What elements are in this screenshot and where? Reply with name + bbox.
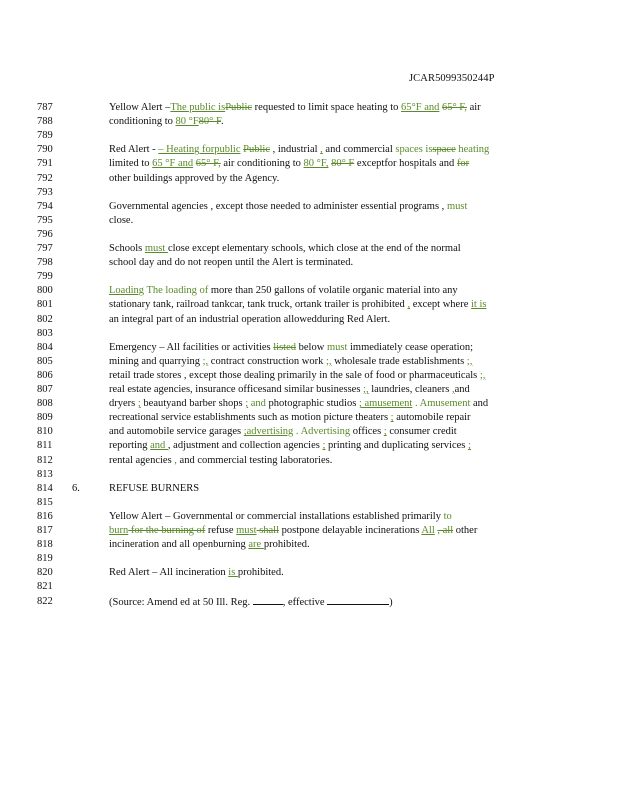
line-number: 820 [37, 567, 53, 579]
section-number: 6. [72, 482, 80, 494]
text-run: below [296, 341, 327, 353]
inserted-text: 65 °F and [152, 158, 194, 170]
inserted-text: public [214, 144, 241, 156]
line-text [109, 341, 473, 355]
line-number: 800 [37, 285, 53, 297]
text-line [0, 313, 618, 327]
inserted-text: and [150, 440, 168, 452]
line-number: 801 [37, 299, 53, 311]
text-line [0, 468, 618, 482]
text-run: photographic studios [265, 398, 359, 410]
fill-in-blank [253, 595, 283, 605]
line-number: 795 [37, 214, 53, 226]
text-run: Emergency – All facilities or activities [109, 341, 274, 353]
line-number: 818 [37, 539, 53, 551]
text-run: Schools [109, 243, 145, 254]
inserted-text: burn [109, 525, 129, 536]
deleted-text: Public [243, 144, 270, 156]
line-number: 813 [37, 468, 53, 480]
fill-in-blank [327, 595, 389, 605]
text-line [0, 580, 618, 594]
inserted-text: Loading [109, 285, 144, 297]
line-number: 809 [37, 412, 53, 424]
inserted-text: heating [458, 144, 490, 156]
deleted-text: 65° F, [441, 102, 467, 113]
text-run: air [466, 102, 481, 113]
inserted-text: ;, [202, 355, 209, 367]
text-run: other buildings approved by the Agency. [109, 172, 280, 184]
text-run: real estate agencies, insurance officesand similar businesses [109, 384, 364, 395]
text-line [0, 425, 618, 439]
inserted-text: spaces is [395, 144, 433, 156]
text-run: automobile repair [393, 412, 471, 424]
line-text [109, 242, 461, 256]
text-line [0, 439, 618, 453]
text-run: , effective [282, 596, 328, 608]
line-text [109, 157, 469, 171]
text-run: limited to [109, 158, 153, 170]
deleted-text: for [456, 158, 470, 170]
inserted-text: it is [471, 299, 487, 311]
text-run: . [221, 116, 224, 128]
text-run: conditioning to [109, 116, 176, 128]
text-run: requested to limit space heating to [252, 102, 402, 113]
text-run: Yellow Alert – Governmental or commercial installations established primarily [109, 510, 444, 522]
text-run: school day and do not reopen until the Alert is terminated. [109, 257, 354, 269]
deleted-text: listed [273, 341, 297, 353]
text-line [0, 510, 618, 524]
text-run: offices [350, 426, 384, 438]
text-line [0, 552, 618, 566]
inserted-text: must [144, 243, 168, 254]
inserted-text: ; [137, 398, 141, 410]
text-line [0, 538, 618, 552]
inserted-text: amusement [361, 398, 413, 410]
inserted-text: – Heating for [158, 144, 215, 156]
inserted-text: , [174, 454, 177, 466]
text-run: recreational service establishments such as motion picture theaters [109, 412, 391, 424]
line-text [109, 355, 472, 369]
text-line [0, 355, 618, 369]
text-run: and [454, 384, 470, 395]
text-run: mining and quarrying [109, 355, 203, 367]
line-text [109, 425, 457, 439]
line-number: 797 [37, 243, 53, 254]
deleted-text: 80° F [331, 158, 355, 170]
text-run: stationary tank, railroad tankcar, tank truck, ortank trailer is prohibited [109, 299, 408, 311]
text-run: an integral part of an industrial operation allowedduring Red Alert. [109, 313, 391, 325]
line-text [109, 510, 452, 524]
line-text [109, 214, 133, 228]
line-text [109, 298, 486, 312]
deleted-text: , all [437, 525, 454, 536]
text-run: laundries, cleaners [368, 384, 452, 395]
line-number: 804 [37, 341, 53, 353]
inserted-text: All [421, 525, 435, 536]
line-number: 808 [37, 398, 53, 410]
inserted-text: 65°F and [401, 102, 440, 113]
text-line [0, 143, 618, 157]
text-line [0, 411, 618, 425]
text-line [0, 496, 618, 510]
line-number: 790 [37, 144, 53, 156]
line-text [109, 454, 332, 468]
line-text [109, 115, 224, 129]
line-text [109, 313, 390, 327]
text-run: ) [389, 596, 393, 608]
text-run: printing and duplicating services [325, 440, 468, 452]
deleted-text: Public [225, 102, 253, 113]
line-text [109, 284, 458, 298]
text-run: and automobile service garages [109, 426, 244, 438]
text-run: rental agencies [109, 454, 175, 466]
text-run: reporting [109, 440, 151, 452]
inserted-text: ;, [325, 355, 332, 367]
inserted-text: , [451, 384, 455, 395]
line-number: 814 [37, 482, 53, 494]
line-number: 798 [37, 257, 53, 269]
line-text [109, 143, 489, 157]
line-number: 787 [37, 102, 53, 113]
inserted-text: . Advertising [295, 426, 351, 438]
text-line [0, 397, 618, 411]
text-run: dryers [109, 398, 138, 410]
inserted-text: ; [467, 440, 471, 452]
line-number: 788 [37, 116, 53, 128]
text-line [0, 298, 618, 312]
deleted-text: 65° F, [195, 158, 221, 170]
inserted-text: must [446, 200, 468, 212]
inserted-text: ; [383, 426, 387, 438]
inserted-text: . Amusement [414, 398, 471, 410]
inserted-text: ;, [363, 384, 369, 395]
line-number: 815 [37, 496, 53, 508]
line-number: 793 [37, 186, 53, 198]
text-line [0, 214, 618, 228]
inserted-text: ; [245, 398, 249, 410]
line-text [109, 200, 467, 214]
line-text [109, 482, 199, 496]
deleted-text: 80° F [198, 116, 221, 128]
text-line [0, 228, 618, 242]
text-run: other [453, 525, 478, 536]
text-run: air conditioning to [220, 158, 304, 170]
line-number: 802 [37, 313, 53, 325]
inserted-text: is [228, 567, 238, 579]
text-run: retail trade stores , except those dealing primarily in the sale of food or pharmaceuticals [109, 369, 480, 381]
text-line [0, 242, 618, 256]
line-number: 789 [37, 130, 53, 142]
line-number: 799 [37, 271, 53, 283]
line-text [109, 383, 470, 397]
text-line [0, 186, 618, 200]
inserted-text: ;, [466, 355, 473, 367]
text-run: except [354, 158, 385, 170]
line-number: 794 [37, 200, 53, 212]
text-line [0, 482, 618, 496]
deleted-text: shall [256, 525, 280, 536]
text-run: beautyand barber shops [140, 398, 246, 410]
line-text [109, 538, 310, 552]
deleted-text: space [432, 144, 456, 156]
inserted-text: 80 °F [175, 116, 199, 128]
document-id: JCAR5099350244P [409, 73, 495, 84]
text-run: more than 250 gallons of volatile organic material into any [208, 285, 458, 297]
text-run: Red Alert – All incineration [109, 567, 229, 579]
text-line [0, 115, 618, 129]
inserted-text: The public is [170, 102, 226, 113]
inserted-text: ; [390, 412, 394, 424]
line-number: 791 [37, 158, 53, 170]
text-run: for hospitals and [384, 158, 457, 170]
text-line [0, 284, 618, 298]
line-number: 792 [37, 172, 53, 184]
inserted-text: must [326, 341, 348, 353]
line-number: 803 [37, 327, 53, 339]
line-number: 822 [37, 595, 53, 607]
line-text [109, 369, 485, 383]
text-run: Governmental agencies , except those needed to administer essential programs , [109, 200, 447, 212]
line-text [109, 411, 471, 425]
text-line [0, 383, 618, 397]
line-number: 812 [37, 454, 53, 466]
text-run: close. [109, 214, 134, 226]
inserted-text: ; [322, 440, 326, 452]
line-number: 811 [37, 440, 53, 452]
inserted-text: and [248, 398, 266, 410]
line-number: 806 [37, 369, 53, 381]
text-line [0, 327, 618, 341]
text-run: postpone delayable incinerations [279, 525, 422, 536]
text-run: immediately cease operation; [347, 341, 474, 353]
inserted-text: to [443, 510, 452, 522]
text-run: wholesale trade establishments [331, 355, 467, 367]
text-run: and [470, 398, 489, 410]
deleted-text: for the burning of [128, 525, 206, 536]
text-run: (Source: Amend ed at 50 Ill. Reg. [109, 596, 253, 608]
inserted-text: ;advertising [243, 426, 294, 438]
text-run: Yellow Alert – [109, 102, 171, 113]
line-number: 807 [37, 384, 53, 395]
text-line [0, 524, 618, 538]
text-line [0, 200, 618, 214]
text-run: prohibited. [263, 539, 310, 551]
text-line [0, 270, 618, 284]
line-text [109, 439, 471, 453]
text-run: consumer credit [386, 426, 457, 438]
text-run: and commercial [322, 144, 396, 156]
line-text [109, 172, 279, 186]
inserted-text: are [248, 539, 264, 551]
line-text [109, 101, 481, 115]
text-run: Red Alert - [109, 144, 159, 156]
text-line [0, 101, 618, 115]
text-line [0, 341, 618, 355]
text-line [0, 454, 618, 468]
line-text [109, 524, 477, 538]
text-run: except where [410, 299, 471, 311]
inserted-text: The loading of [146, 285, 209, 297]
text-line [0, 157, 618, 171]
line-text [109, 397, 488, 411]
text-run: , adjustment and collection agencies [167, 440, 323, 452]
text-line [0, 566, 618, 580]
text-run: prohibited. [237, 567, 284, 579]
line-text [109, 256, 353, 270]
text-line [0, 595, 618, 609]
text-line [0, 172, 618, 186]
line-number: 810 [37, 426, 53, 438]
text-run: and commercial testing laboratories. [176, 454, 333, 466]
inserted-text: ; [358, 398, 362, 410]
line-number: 819 [37, 553, 53, 565]
text-run: , industrial [269, 144, 321, 156]
text-line [0, 369, 618, 383]
line-text [109, 566, 284, 580]
inserted-text: , [407, 299, 411, 311]
line-number: 796 [37, 228, 53, 240]
text-run: close except elementary schools, which close at the end of the normal [167, 243, 461, 254]
line-number: 805 [37, 355, 53, 367]
text-line [0, 129, 618, 143]
text-run: contract construction work [208, 355, 326, 367]
text-line [0, 256, 618, 270]
text-run: incineration and all openburning [109, 539, 249, 551]
text-run: refuse [205, 525, 237, 536]
line-number: 817 [37, 525, 53, 536]
inserted-text: , [320, 144, 323, 156]
text-run: REFUSE BURNERS [109, 482, 200, 494]
inserted-text: 80 °F, [303, 158, 329, 170]
inserted-text: must [236, 525, 257, 536]
line-number: 816 [37, 510, 53, 522]
line-number: 821 [37, 581, 53, 593]
inserted-text: ;, [479, 369, 486, 381]
line-text [109, 595, 393, 610]
